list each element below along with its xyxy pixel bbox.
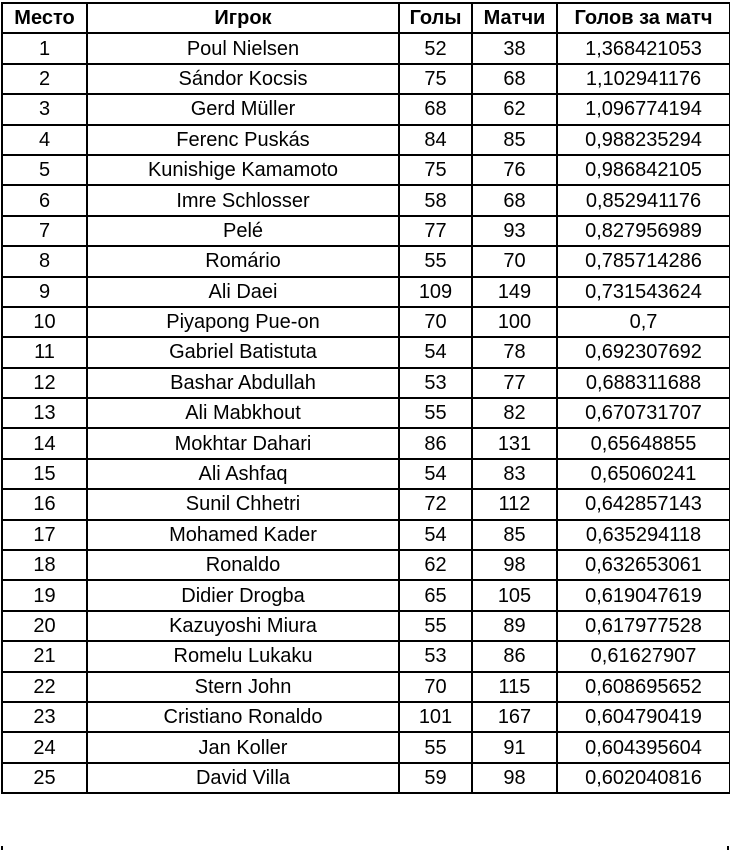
- cell-matches: 83: [472, 459, 557, 489]
- cell-rank: 9: [2, 277, 87, 307]
- cell-player: Stern John: [87, 672, 399, 702]
- cell-ratio: 0,65648855: [557, 428, 730, 458]
- cell-matches: 91: [472, 732, 557, 762]
- cell-player: Didier Drogba: [87, 580, 399, 610]
- cell-goals: 84: [399, 125, 472, 155]
- cell-rank: 21: [2, 641, 87, 671]
- cell-rank: 18: [2, 550, 87, 580]
- cell-rank: 2: [2, 64, 87, 94]
- table-row: [2, 216, 730, 246]
- cell-matches: 86: [472, 641, 557, 671]
- cell-ratio: 0,65060241: [557, 459, 730, 489]
- cell-player: Mokhtar Dahari: [87, 428, 399, 458]
- cell-goals: 70: [399, 672, 472, 702]
- cell-rank: 13: [2, 398, 87, 428]
- cell-matches: 100: [472, 307, 557, 337]
- cell-matches: 77: [472, 368, 557, 398]
- header-rank: Место: [2, 3, 87, 33]
- cell-player: Imre Schlosser: [87, 185, 399, 215]
- cell-goals: 68: [399, 94, 472, 124]
- cell-ratio: 1,096774194: [557, 94, 730, 124]
- table-row: [2, 64, 730, 94]
- table-header: [2, 3, 730, 33]
- cell-player: David Villa: [87, 763, 399, 793]
- cell-player: Piyapong Pue-on: [87, 307, 399, 337]
- cell-ratio: 0,688311688: [557, 368, 730, 398]
- cell-matches: 82: [472, 398, 557, 428]
- cell-goals: 75: [399, 155, 472, 185]
- table-row: [2, 398, 730, 428]
- cell-goals: 55: [399, 398, 472, 428]
- cell-player: Gabriel Batistuta: [87, 337, 399, 367]
- cell-player: Romário: [87, 246, 399, 276]
- cell-rank: 7: [2, 216, 87, 246]
- cell-ratio: 0,785714286: [557, 246, 730, 276]
- cell-rank: 8: [2, 246, 87, 276]
- table-row: [2, 580, 730, 610]
- cell-player: Poul Nielsen: [87, 33, 399, 63]
- cell-ratio: 0,731543624: [557, 277, 730, 307]
- cell-rank: 1: [2, 33, 87, 63]
- cell-rank: 10: [2, 307, 87, 337]
- table-row: [2, 337, 730, 367]
- cell-ratio: 0,986842105: [557, 155, 730, 185]
- cell-rank: 11: [2, 337, 87, 367]
- cell-rank: 17: [2, 520, 87, 550]
- cell-player: Mohamed Kader: [87, 520, 399, 550]
- cell-goals: 55: [399, 732, 472, 762]
- header-ratio: Голов за матч: [557, 3, 730, 33]
- cell-matches: 115: [472, 672, 557, 702]
- table-row: [2, 763, 730, 793]
- cell-ratio: 0,619047619: [557, 580, 730, 610]
- cell-matches: 70: [472, 246, 557, 276]
- cell-goals: 54: [399, 520, 472, 550]
- cell-rank: 20: [2, 611, 87, 641]
- cell-goals: 58: [399, 185, 472, 215]
- cell-ratio: 0,670731707: [557, 398, 730, 428]
- cell-goals: 55: [399, 246, 472, 276]
- cell-rank: 22: [2, 672, 87, 702]
- table-body: [2, 33, 730, 793]
- cell-player: Bashar Abdullah: [87, 368, 399, 398]
- table-row: [2, 702, 730, 732]
- cell-player: Ali Daei: [87, 277, 399, 307]
- cell-rank: 6: [2, 185, 87, 215]
- cell-rank: 12: [2, 368, 87, 398]
- table-row: [2, 672, 730, 702]
- cell-goals: 55: [399, 611, 472, 641]
- cell-rank: 19: [2, 580, 87, 610]
- cell-matches: 112: [472, 489, 557, 519]
- cell-ratio: 0,602040816: [557, 763, 730, 793]
- goals-per-match-table: [1, 2, 730, 794]
- cell-goals: 72: [399, 489, 472, 519]
- cell-matches: 62: [472, 94, 557, 124]
- cell-goals: 86: [399, 428, 472, 458]
- cell-goals: 109: [399, 277, 472, 307]
- cell-ratio: 0,988235294: [557, 125, 730, 155]
- cell-matches: 78: [472, 337, 557, 367]
- cell-goals: 59: [399, 763, 472, 793]
- table-row: [2, 489, 730, 519]
- table-row: [2, 277, 730, 307]
- cell-ratio: 0,608695652: [557, 672, 730, 702]
- cell-rank: 25: [2, 763, 87, 793]
- cell-matches: 105: [472, 580, 557, 610]
- cell-matches: 89: [472, 611, 557, 641]
- table-row: [2, 520, 730, 550]
- cell-goals: 54: [399, 459, 472, 489]
- header-player: Игрок: [87, 3, 399, 33]
- cell-rank: 3: [2, 94, 87, 124]
- cell-player: Sándor Kocsis: [87, 64, 399, 94]
- cell-rank: 23: [2, 702, 87, 732]
- cell-player: Kunishige Kamamoto: [87, 155, 399, 185]
- cell-ratio: 0,604395604: [557, 732, 730, 762]
- cell-matches: 68: [472, 185, 557, 215]
- table-row: [2, 33, 730, 63]
- cell-rank: 24: [2, 732, 87, 762]
- table-row: [2, 368, 730, 398]
- header-matches: Матчи: [472, 3, 557, 33]
- cell-rank: 15: [2, 459, 87, 489]
- cell-matches: 98: [472, 550, 557, 580]
- cell-ratio: 0,632653061: [557, 550, 730, 580]
- cell-player: Cristiano Ronaldo: [87, 702, 399, 732]
- table-row: [2, 155, 730, 185]
- header-goals: Голы: [399, 3, 472, 33]
- cell-rank: 14: [2, 428, 87, 458]
- cell-matches: 167: [472, 702, 557, 732]
- cell-matches: 68: [472, 64, 557, 94]
- cell-ratio: 0,692307692: [557, 337, 730, 367]
- table-row: [2, 94, 730, 124]
- table-row: [2, 550, 730, 580]
- cell-matches: 85: [472, 520, 557, 550]
- cell-rank: 16: [2, 489, 87, 519]
- table-row: [2, 459, 730, 489]
- cell-player: Ferenc Puskás: [87, 125, 399, 155]
- cell-matches: 93: [472, 216, 557, 246]
- cell-goals: 53: [399, 368, 472, 398]
- cell-matches: 85: [472, 125, 557, 155]
- table-row: [2, 185, 730, 215]
- cell-rank: 5: [2, 155, 87, 185]
- cell-player: Gerd Müller: [87, 94, 399, 124]
- cell-player: Pelé: [87, 216, 399, 246]
- cell-ratio: 0,642857143: [557, 489, 730, 519]
- cell-ratio: 0,61627907: [557, 641, 730, 671]
- cell-ratio: 0,827956989: [557, 216, 730, 246]
- cell-goals: 53: [399, 641, 472, 671]
- table-row: [2, 641, 730, 671]
- cell-matches: 38: [472, 33, 557, 63]
- cell-goals: 65: [399, 580, 472, 610]
- cell-player: Ali Mabkhout: [87, 398, 399, 428]
- cell-goals: 54: [399, 337, 472, 367]
- cell-ratio: 0,635294118: [557, 520, 730, 550]
- cell-matches: 131: [472, 428, 557, 458]
- table-row: [2, 611, 730, 641]
- cell-goals: 70: [399, 307, 472, 337]
- cell-matches: 76: [472, 155, 557, 185]
- cell-matches: 149: [472, 277, 557, 307]
- cell-ratio: 1,368421053: [557, 33, 730, 63]
- cell-goals: 101: [399, 702, 472, 732]
- table-row: [2, 125, 730, 155]
- cell-player: Jan Koller: [87, 732, 399, 762]
- cell-ratio: 0,604790419: [557, 702, 730, 732]
- cell-ratio: 1,102941176: [557, 64, 730, 94]
- cell-goals: 52: [399, 33, 472, 63]
- cell-goals: 75: [399, 64, 472, 94]
- cell-player: Kazuyoshi Miura: [87, 611, 399, 641]
- cell-goals: 62: [399, 550, 472, 580]
- cell-ratio: 0,7: [557, 307, 730, 337]
- table-row: [2, 246, 730, 276]
- cell-player: Ali Ashfaq: [87, 459, 399, 489]
- cell-rank: 4: [2, 125, 87, 155]
- cell-ratio: 0,852941176: [557, 185, 730, 215]
- cell-goals: 77: [399, 216, 472, 246]
- table-row: [2, 428, 730, 458]
- cell-player: Romelu Lukaku: [87, 641, 399, 671]
- cell-player: Ronaldo: [87, 550, 399, 580]
- cell-matches: 98: [472, 763, 557, 793]
- header-row: [2, 3, 730, 33]
- cell-ratio: 0,617977528: [557, 611, 730, 641]
- cell-player: Sunil Chhetri: [87, 489, 399, 519]
- table-row: [2, 732, 730, 762]
- table-row: [2, 307, 730, 337]
- table-continuation-edge: [1, 846, 729, 850]
